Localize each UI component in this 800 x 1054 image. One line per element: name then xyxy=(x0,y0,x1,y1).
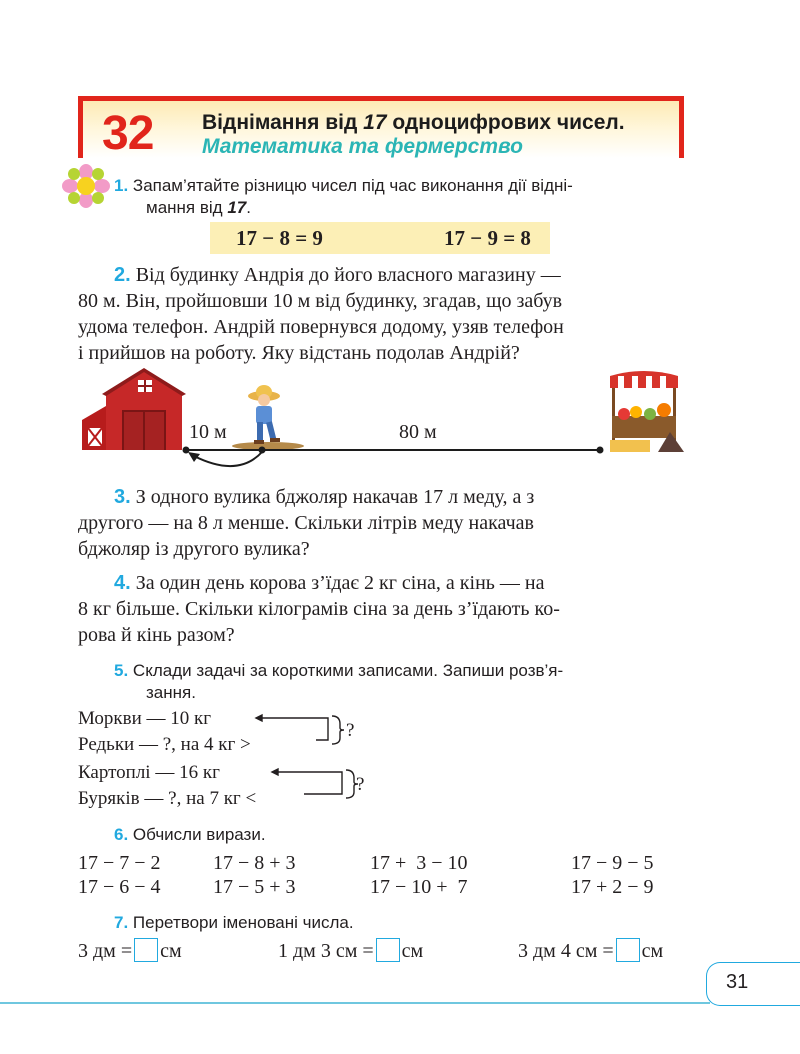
page-number-tab xyxy=(706,962,800,1006)
lesson-subtitle: Математика та фермерство xyxy=(202,135,524,158)
task1-line2: мання від 17. xyxy=(146,198,251,217)
task2-line3: удома телефон. Андрій повернувся додому, узяв телефон xyxy=(78,316,564,338)
short-note-a2: Редьки — ?, на 4 кг > xyxy=(78,734,251,755)
task5-line2: зання. xyxy=(146,683,196,702)
task4-line1: 4. За один день корова з’їдає 2 кг сіна, а кінь — на xyxy=(114,572,545,594)
answer-box[interactable] xyxy=(616,938,640,962)
formula-2: 17 − 9 = 8 xyxy=(444,226,531,250)
expr-r1-c3: 17 + 3 − 10 xyxy=(370,852,468,874)
header-top-border xyxy=(78,96,684,101)
question-mark-b: ? xyxy=(356,774,365,795)
task2-line4: і прийшов на роботу. Яку відстань подолав Андрій? xyxy=(78,342,520,364)
distance-label-80: 80 м xyxy=(399,421,437,443)
distance-illustration xyxy=(78,366,688,472)
lesson-title: Віднімання від 17 одноцифрових чисел. xyxy=(202,111,625,134)
convert-item-2: 1 дм 3 см = см xyxy=(278,940,424,962)
farmer-icon xyxy=(248,385,280,444)
expr-r1-c1: 17 − 7 − 2 xyxy=(78,852,161,874)
task3-line1: 3. З одного вулика бджоляр накачав 17 л меду, а з xyxy=(114,486,535,508)
question-mark-a: ? xyxy=(346,720,355,741)
task4-line3: рова й кінь разом? xyxy=(78,624,235,646)
convert-item-3: 3 дм 4 см = см xyxy=(518,940,664,962)
task3-line3: бджоляр із другого вулика? xyxy=(78,538,310,560)
expr-r1-c2: 17 − 8 + 3 xyxy=(213,852,296,874)
page-number: 31 xyxy=(726,971,749,993)
header-right-border xyxy=(679,96,684,158)
expr-r2-c4: 17 + 2 − 9 xyxy=(571,876,654,898)
answer-box[interactable] xyxy=(376,938,400,962)
formula-1: 17 − 8 = 9 xyxy=(236,226,323,250)
task7-instruction: 7. Перетвори іменовані числа. xyxy=(114,913,354,932)
task5-line1: 5. Склади задачі за короткими записами. Запиши розв’я- xyxy=(114,661,564,680)
convert-item-1: 3 дм = см xyxy=(78,940,182,962)
task2-line1: 2. Від будинку Андрія до його власного магазину — xyxy=(114,264,561,286)
expr-r2-c3: 17 − 10 + 7 xyxy=(370,876,468,898)
expr-r2-c2: 17 − 5 + 3 xyxy=(213,876,296,898)
task1-line1: 1. Запам’ятайте різницю чисел під час виконання дії відні- xyxy=(114,176,573,195)
distance-label-10: 10 м xyxy=(189,421,227,443)
footer-line xyxy=(0,1002,710,1004)
lesson-number: 32 xyxy=(102,107,154,160)
market-stall-icon xyxy=(610,371,684,452)
task6-instruction: 6. Обчисли вирази. xyxy=(114,825,266,844)
task4-line2: 8 кг більше. Скільки кілограмів сіна за день з’їдають ко- xyxy=(78,598,560,620)
expr-r2-c1: 17 − 6 − 4 xyxy=(78,876,161,898)
short-note-b2: Буряків — ?, на 7 кг < xyxy=(78,788,257,809)
expr-r1-c4: 17 − 9 − 5 xyxy=(571,852,654,874)
task3-line2: другого — на 8 л менше. Скільки літрів меду накачав xyxy=(78,512,534,534)
barn-icon xyxy=(82,368,186,450)
answer-box[interactable] xyxy=(134,938,158,962)
flower-icon xyxy=(62,164,110,208)
short-note-b1: Картоплі — 16 кг xyxy=(78,762,220,783)
short-note-a1: Моркви — 10 кг xyxy=(78,708,212,729)
task2-line2: 80 м. Він, пройшовши 10 м від будинку, згадав, що забув xyxy=(78,290,563,312)
header-left-border xyxy=(78,96,83,158)
